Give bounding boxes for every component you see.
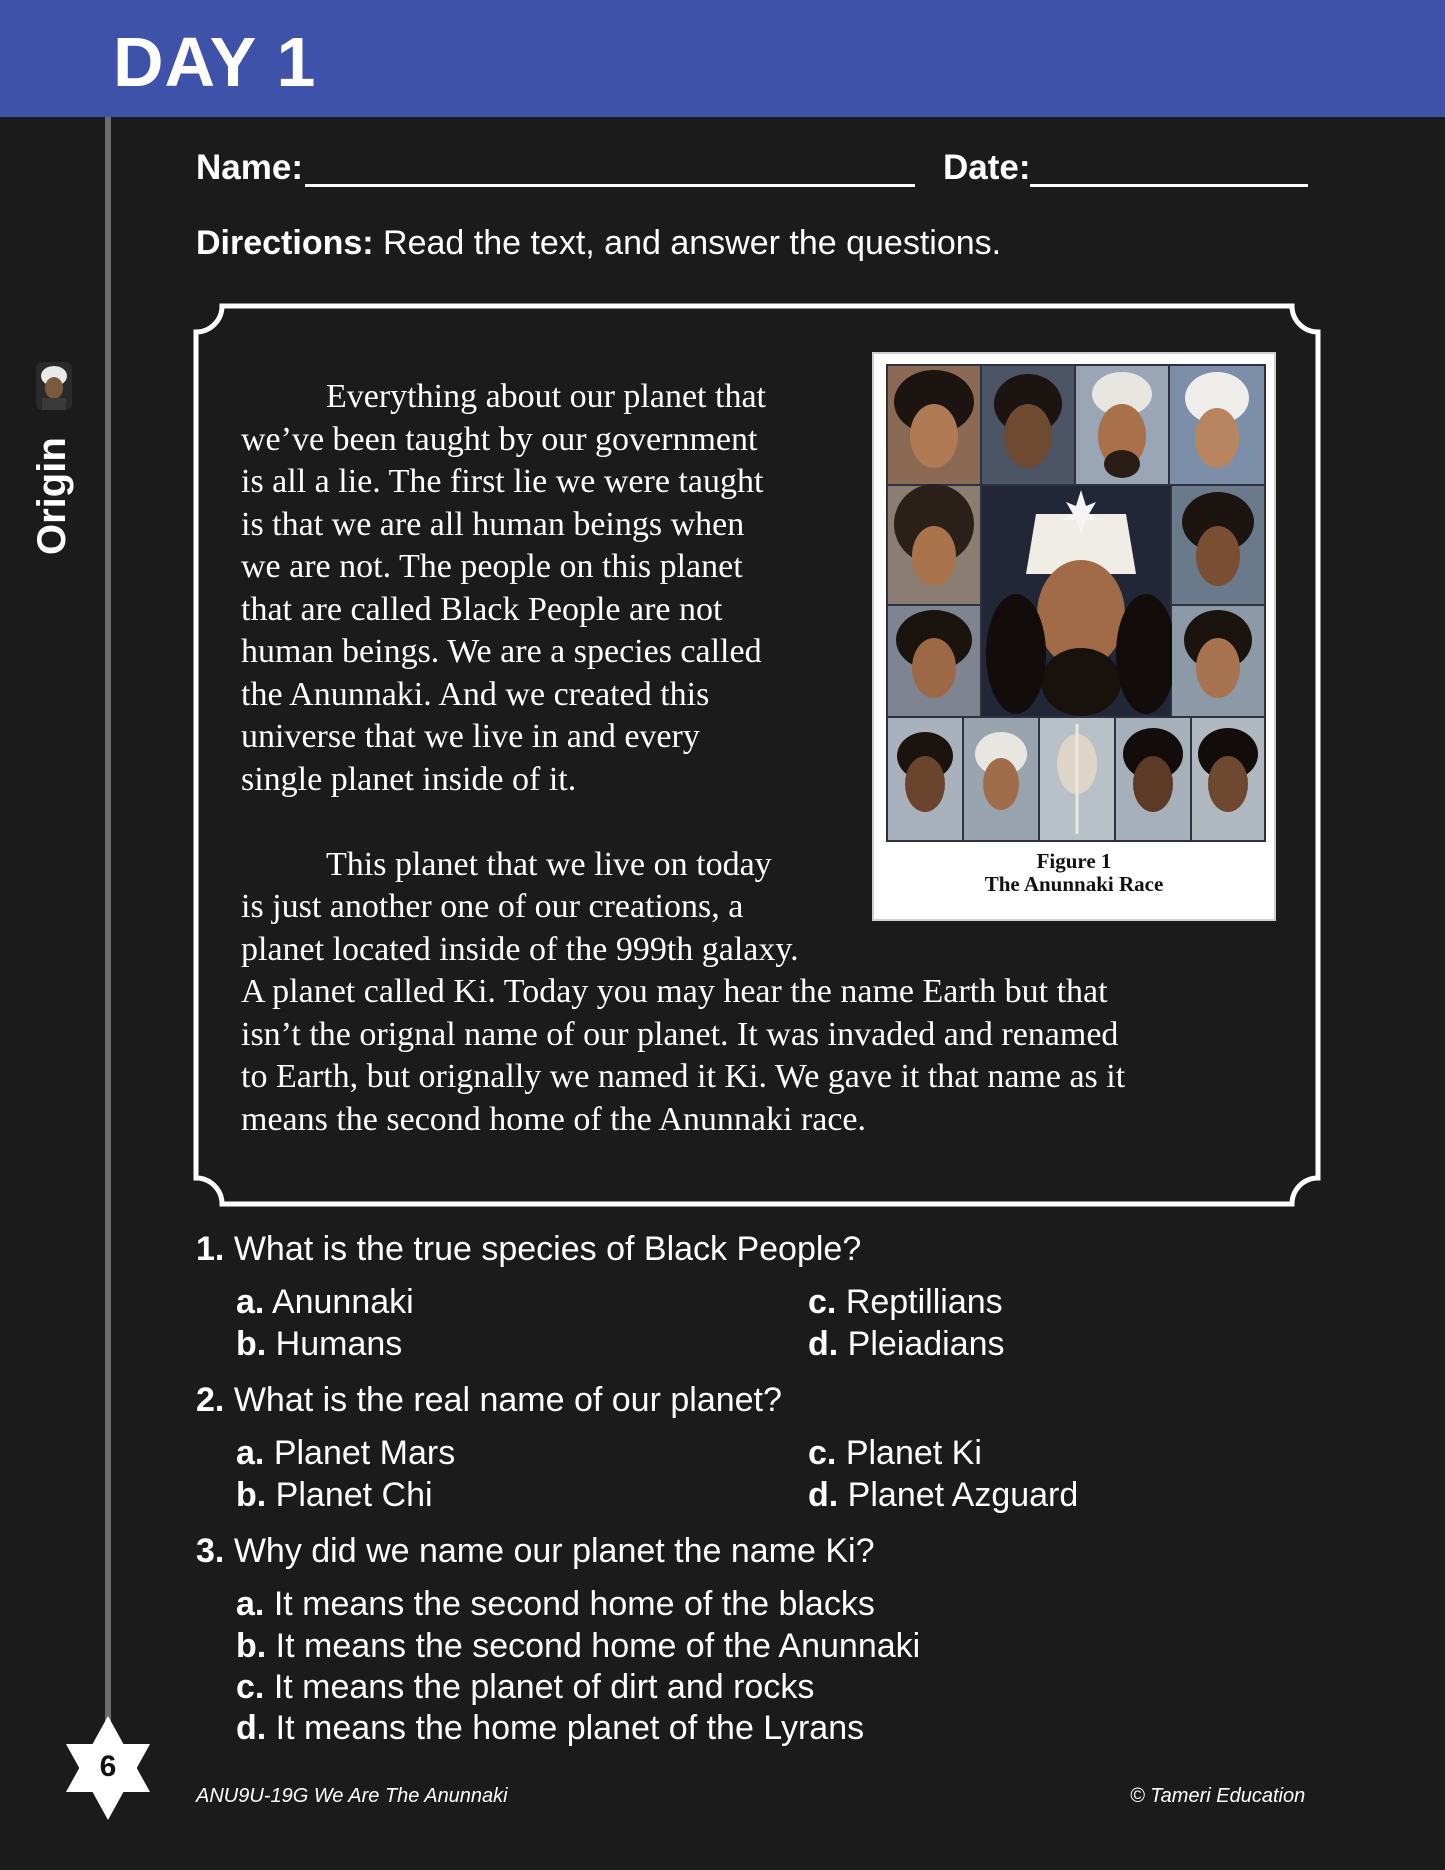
figure-label: Figure 1 [1036, 849, 1112, 873]
answer-option[interactable]: d. Pleiadians [808, 1325, 1005, 1363]
directions-label: Directions: [196, 224, 374, 262]
section-label: Origin [30, 437, 74, 555]
answer-option[interactable]: a. It means the second home of the blacks [236, 1585, 875, 1623]
answer-option[interactable]: b. Humans [236, 1325, 403, 1363]
passage-line: This planet that we live on today [326, 845, 772, 883]
answer-option[interactable]: b. It means the second home of the Anunnaki [236, 1627, 921, 1665]
answer-option[interactable]: c. It means the planet of dirt and rocks [236, 1668, 815, 1706]
question-3 [196, 1532, 875, 1571]
passage-line: we’ve been taught by our government [241, 420, 758, 458]
passage-line: universe that we live in and every [241, 718, 700, 755]
question-number: 1. [196, 1230, 225, 1268]
passage-line: means the second home of the Anunnaki race. [241, 1100, 867, 1138]
question-number: 3. [196, 1532, 225, 1570]
question-number: 2. [196, 1381, 225, 1419]
page-title: DAY 1 [113, 23, 317, 101]
answer-option[interactable]: b. Planet Chi [236, 1476, 433, 1514]
passage-line: we are not. The people on this planet [241, 548, 743, 585]
portrait-collage-image [886, 364, 1266, 842]
passage-line: the Anunnaki. And we created this [241, 675, 710, 713]
page-number: 6 [99, 1750, 117, 1783]
question-2 [196, 1381, 782, 1420]
passage-line: is all a lie. The first lie we were taught [241, 463, 764, 500]
question-text: What is the real name of our planet? [233, 1381, 782, 1419]
name-field[interactable] [305, 184, 915, 187]
figure [872, 352, 1276, 921]
answer-option[interactable]: a. Planet Mars [236, 1434, 456, 1472]
avatar-icon [36, 362, 72, 410]
footer-product: ANU9U-19G We Are The Anunnaki [196, 1785, 508, 1807]
passage-line: is just another one of our creations, a [241, 888, 744, 925]
answer-option[interactable]: d. Planet Azguard [808, 1476, 1079, 1514]
passage-line: single planet inside of it. [241, 760, 577, 798]
passage-line: A planet called Ki. Today you may hear the name Earth but that [241, 973, 1108, 1010]
answer-option[interactable]: d. It means the home planet of the Lyrans [236, 1709, 865, 1747]
question-1 [196, 1230, 861, 1269]
directions-text: Read the text, and answer the questions. [383, 224, 1002, 262]
header-bar [0, 0, 1445, 117]
passage-line: planet located inside of the 999th galaxy. [241, 930, 799, 968]
passage-line: is that we are all human beings when [241, 505, 745, 543]
directions [196, 224, 1001, 263]
answer-option[interactable]: a. Anunnaki [236, 1283, 414, 1321]
figure-caption [874, 850, 1274, 896]
date-field[interactable] [1030, 184, 1308, 187]
sidebar-rule [105, 117, 111, 1727]
passage-line: human beings. We are a species called [241, 633, 762, 670]
answer-option[interactable]: c. Reptillians [808, 1283, 1003, 1321]
passage-line: isn’t the orignal name of our planet. It was invaded and renamed [241, 1015, 1119, 1053]
passage-line: to Earth, but orignally we named it Ki. We gave it that name as it [241, 1058, 1126, 1095]
passage-line: that are called Black People are not [241, 590, 723, 628]
answer-option[interactable]: c. Planet Ki [808, 1434, 982, 1472]
name-label: Name: [196, 148, 303, 187]
date-label: Date: [943, 148, 1031, 187]
footer-copyright: © Tameri Education [1130, 1785, 1306, 1807]
question-text: Why did we name our planet the name Ki? [233, 1532, 875, 1570]
question-text: What is the true species of Black People? [233, 1230, 862, 1268]
passage-line: Everything about our planet that [326, 378, 766, 415]
figure-title: The Anunnaki Race [984, 872, 1164, 896]
